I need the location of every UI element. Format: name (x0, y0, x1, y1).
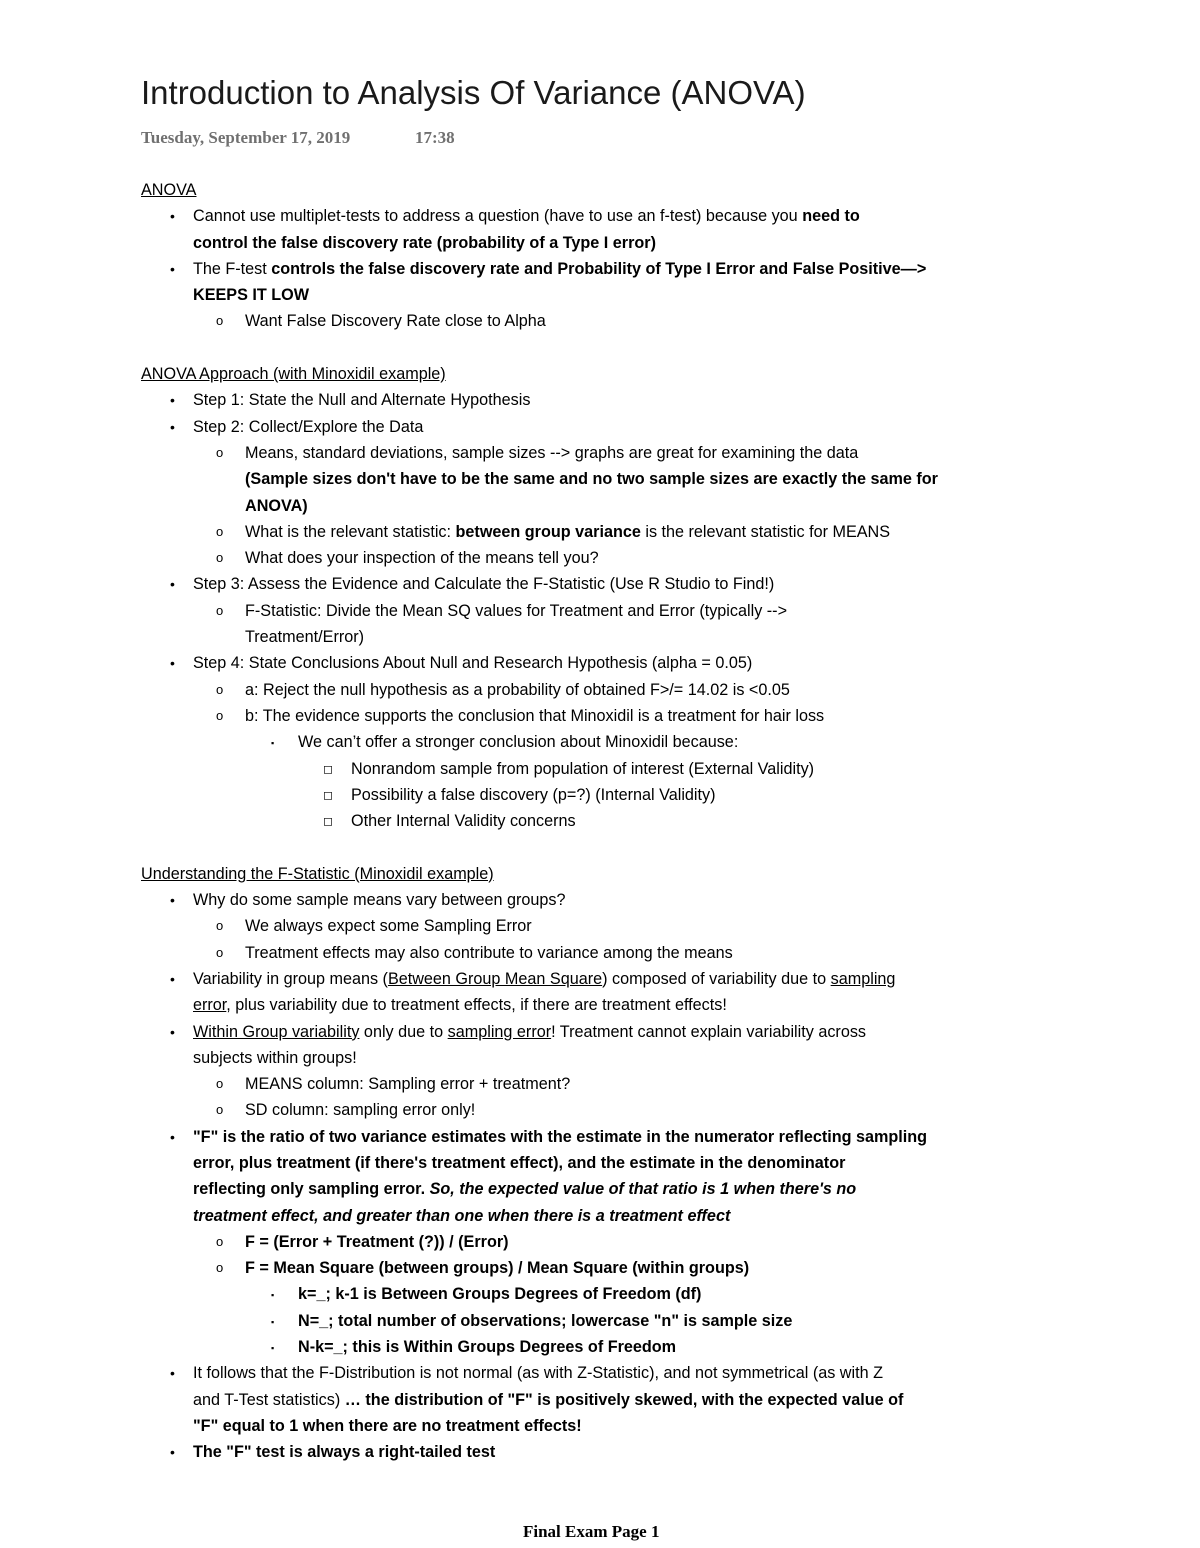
bullet-circle: o (216, 918, 224, 934)
section-heading-approach: ANOVA Approach (with Minoxidil example) (141, 365, 446, 384)
bullet-disc: • (170, 655, 175, 672)
bullet-circle: o (216, 1076, 224, 1092)
bullet-disc: • (170, 1023, 175, 1040)
list-item: • Why do some sample means vary between groups? (141, 887, 1071, 913)
list-item-continuation: subjects within groups! (193, 1048, 357, 1067)
bullet-disc: • (170, 1365, 175, 1382)
list-item-continuation: control the false discovery rate (probability of a Type I error) (193, 233, 656, 252)
bullet-disc: • (170, 260, 175, 277)
bullet-box: ◻ (323, 787, 333, 802)
list-subitem: o F-Statistic: Divide the Mean SQ values for Treatment and Error (typically --> (141, 598, 1071, 624)
list-item: • It follows that the F-Distribution is not normal (as with Z-Statistic), and not symmetrical (as with Z (141, 1360, 1071, 1386)
list-item-continuation: "F" equal to 1 when there are no treatment effects! (193, 1416, 582, 1435)
list-item-continuation: error, plus variability due to treatment effects, if there are treatment effects! (193, 996, 727, 1015)
list-subitem: o MEANS column: Sampling error + treatment? (141, 1071, 1071, 1097)
list-subitem: o F = (Error + Treatment (?)) / (Error) (141, 1229, 1071, 1255)
list-subitem: o a: Reject the null hypothesis as a probability of obtained F>/= 14.02 is <0.05 (141, 677, 1071, 703)
list-item: • The F-test controls the false discovery rate and Probability of Type I Error and False Positive—> (141, 256, 1071, 282)
bullet-circle: o (216, 602, 224, 618)
list-item: • Step 3: Assess the Evidence and Calculate the F-Statistic (Use R Studio to Find!) (141, 571, 1071, 597)
list-level4-item: ◻ Other Internal Validity concerns (141, 808, 1071, 834)
list-subitem-continuation: ANOVA) (245, 496, 308, 515)
list-subitem: o Means, standard deviations, sample sizes --> graphs are great for examining the data (141, 440, 1071, 466)
bullet-disc: • (170, 576, 175, 593)
bullet-circle: o (216, 681, 224, 697)
bullet-circle: o (216, 444, 224, 460)
bullet-disc: • (170, 418, 175, 435)
bullet-square: ▪ (271, 1290, 275, 1301)
list-subitem: o b: The evidence supports the conclusion that Minoxidil is a treatment for hair loss (141, 703, 1071, 729)
list-item-continuation: treatment effect, and greater than one when there is a treatment effect (193, 1206, 731, 1225)
bullet-circle: o (216, 944, 224, 960)
list-level4-item: ◻ Nonrandom sample from population of interest (External Validity) (141, 756, 1071, 782)
bullet-circle: o (216, 550, 224, 566)
note-timestamp (141, 128, 455, 148)
bullet-circle: o (216, 1102, 224, 1118)
list-item-continuation: error, plus treatment (if there's treatment effect), and the estimate in the denominator (193, 1153, 846, 1172)
list-item-continuation: and T-Test statistics) … the distribution of "F" is positively skewed, with the expected value of (193, 1390, 904, 1409)
section-heading-fstat: Understanding the F-Statistic (Minoxidil example) (141, 864, 494, 883)
bullet-disc: • (170, 1444, 175, 1461)
list-subitem: o Treatment effects may also contribute to variance among the means (141, 940, 1071, 966)
bullet-circle: o (216, 707, 224, 723)
bullet-square: ▪ (271, 1316, 275, 1327)
bullet-disc: • (170, 208, 175, 225)
note-body (141, 177, 1071, 1466)
note-date: Tuesday, September 17, 2019 (141, 128, 351, 147)
bullet-square: ▪ (271, 738, 275, 749)
bullet-circle: o (216, 313, 224, 329)
list-subitem: o What does your inspection of the means tell you? (141, 545, 1071, 571)
list-subsubitem: ▪ N=_; total number of observations; lowercase "n" is sample size (141, 1308, 1071, 1334)
note-time: 17:38 (415, 128, 455, 147)
list-item: • Step 1: State the Null and Alternate Hypothesis (141, 387, 1071, 413)
list-subitem-continuation: Treatment/Error) (245, 628, 365, 647)
list-item-continuation: KEEPS IT LOW (193, 286, 310, 305)
list-subitem: o Want False Discovery Rate close to Alpha (141, 308, 1071, 334)
list-subitem-continuation: (Sample sizes don't have to be the same and no two sample sizes are exactly the same for (245, 470, 938, 489)
bullet-disc: • (170, 1128, 175, 1145)
bullet-circle: o (216, 1260, 224, 1276)
list-item: • "F" is the ratio of two variance estimates with the estimate in the numerator reflecting sampling (141, 1124, 1071, 1150)
list-subitem: o We always expect some Sampling Error (141, 913, 1071, 939)
list-subsubitem: ▪ k=_; k-1 is Between Groups Degrees of Freedom (df) (141, 1281, 1071, 1307)
bullet-square: ▪ (271, 1343, 275, 1354)
page-footer: Final Exam Page 1 (523, 1522, 660, 1541)
bullet-circle: o (216, 523, 224, 539)
list-item: • The "F" test is always a right-tailed test (141, 1439, 1071, 1465)
list-item: • Step 2: Collect/Explore the Data (141, 414, 1071, 440)
list-item: • Within Group variability only due to sampling error! Treatment cannot explain variability across (141, 1019, 1071, 1045)
bullet-circle: o (216, 1233, 224, 1249)
list-item: • Cannot use multiplet-tests to address a question (have to use an f-test) because you need to (141, 203, 1071, 229)
list-item-continuation: reflecting only sampling error. So, the expected value of that ratio is 1 when there's no (193, 1180, 857, 1199)
list-subsubitem: ▪ We can’t offer a stronger conclusion about Minoxidil because: (141, 729, 1071, 755)
bullet-box: ◻ (323, 761, 333, 776)
section-heading-anova: ANOVA (141, 181, 197, 199)
list-subitem: o What is the relevant statistic: between group variance is the relevant statistic for MEANS (141, 519, 1071, 545)
list-subitem: o SD column: sampling error only! (141, 1097, 1071, 1123)
list-subitem: o F = Mean Square (between groups) / Mean Square (within groups) (141, 1255, 1071, 1281)
list-level4-item: ◻ Possibility a false discovery (p=?) (Internal Validity) (141, 782, 1071, 808)
list-item: • Step 4: State Conclusions About Null and Research Hypothesis (alpha = 0.05) (141, 650, 1071, 676)
bullet-box: ◻ (323, 814, 333, 829)
bullet-disc: • (170, 392, 175, 409)
page-title: Introduction to Analysis Of Variance (ANOVA) (141, 74, 806, 111)
list-subsubitem: ▪ N-k=_; this is Within Groups Degrees of Freedom (141, 1334, 1071, 1360)
list-item: • Variability in group means (Between Group Mean Square) composed of variability due to sampling (141, 966, 1071, 992)
bullet-disc: • (170, 892, 175, 909)
bullet-disc: • (170, 970, 175, 987)
